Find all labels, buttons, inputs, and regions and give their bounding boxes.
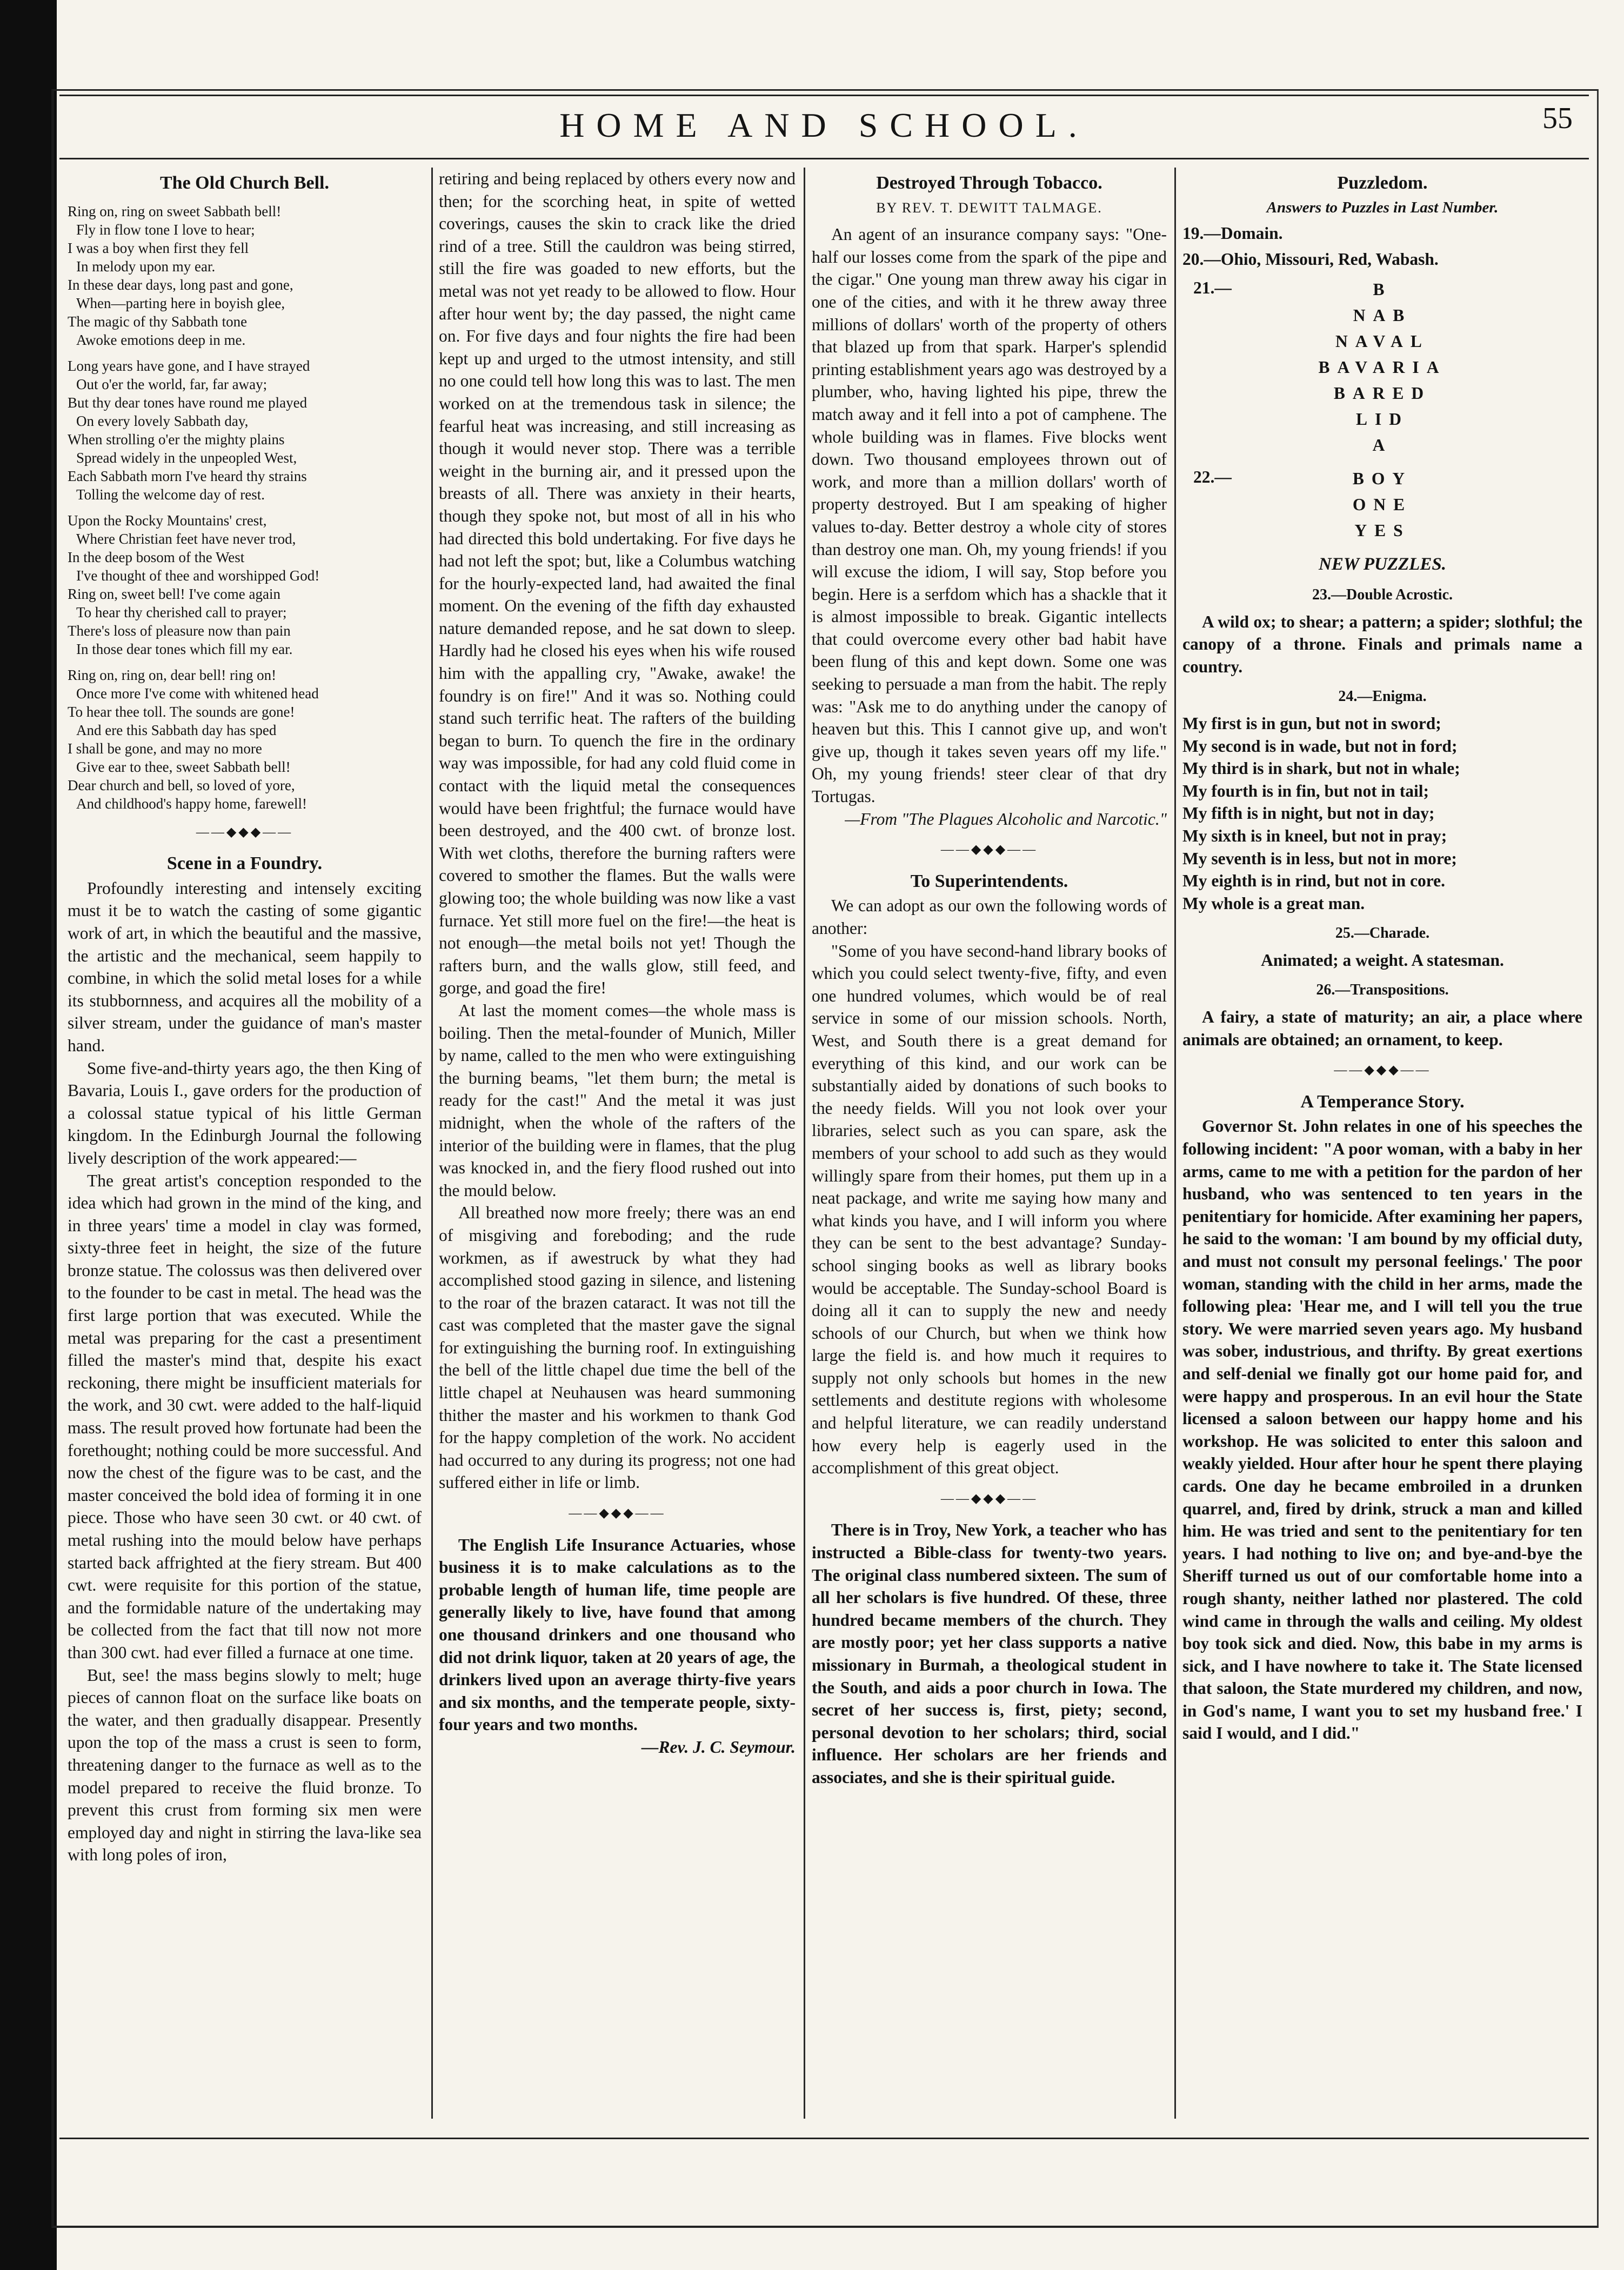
column-rule: [1174, 168, 1176, 2119]
poem-line: Tolling the welcome day of rest.: [76, 486, 265, 503]
section-separator: ——◆◆◆——: [196, 825, 293, 839]
puzzle-section-title: Puzzledom.: [1337, 173, 1428, 193]
byline: BY REV. T. DEWITT TALMAGE.: [876, 199, 1102, 216]
article-title: A Temperance Story.: [1300, 1091, 1465, 1112]
poem-line: When—parting here in boyish glee,: [76, 295, 285, 311]
poem-line: Where Christian feet have never trod,: [76, 530, 296, 547]
article-paragraph: We can adopt as our own the following words of another:: [812, 896, 1167, 938]
poem-line: And childhood's happy home, farewell!: [76, 795, 308, 812]
puzzle-title: 24.—Enigma.: [1338, 688, 1427, 705]
poem-title: The Old Church Bell.: [160, 173, 329, 193]
column-1: [68, 168, 422, 2119]
poem-line: Once more I've come with whitened head: [76, 685, 319, 702]
enigma-line: My second is in wade, but not in ford;: [1182, 736, 1458, 756]
poem-line: Upon the Rocky Mountains' crest,: [68, 512, 267, 529]
article-paragraph: Some five-and-thirty years ago, the then King of Bavaria, Louis I., gave orders for the production of a colossal statue typical of his little German kingdom. In the Edinburgh Journal the following lively description of the work appeared:—: [68, 1058, 422, 1167]
article-paragraph: All breathed now more freely; there was an end of misgiving and foreboding; and the rude workmen, as if awestruck by what they had accomplished stood gazing in silence, and listening to the roar of the brazen cataract. It was not till the cast was completed that the master gave the signal for extinguishing the burning roof. In extinguishing the bell of the little chapel due time the bell of the little chapel at Neuhausen was heard summoning thither the master and his workmen to thank God for the happy completion of the work. No accident had occurred to any during its progress; not one had suffered either in life or limb.: [439, 1203, 796, 1492]
header-bottom-rule: [59, 158, 1589, 159]
puzzle-text: A wild ox; to shear; a pattern; a spider; slothful; the canopy of a throne. Finals and primals name a country.: [1182, 612, 1582, 676]
section-separator: ——◆◆◆——: [940, 843, 1038, 857]
puzzle-title: 25.—Charade.: [1335, 925, 1430, 942]
article-paragraph: There is in Troy, New York, a teacher who has instructed a Bible-class for twenty-two years. The original class numbered sixteen. The sum of all her scholars is five hundred. Of these, three hundred became members of the church. They are mostly poor; yet her class supports a native missionary in Burmah, a theological student in the South, and aids a poor church in Iowa. The secret of her success is, first, piety; second, personal devotion to her scholars; third, social influence. Her scholars are her friends and associates, and she is their spiritual guide.: [812, 1520, 1167, 1787]
pyramid-line: LID: [1355, 410, 1409, 429]
attribution-text: —From "The Plagues Alcoholic and Narcotic.": [845, 809, 1167, 829]
word-square: [1182, 466, 1582, 544]
poem-line: Out o'er the world, far, far away;: [76, 376, 268, 392]
attribution: [812, 808, 1167, 831]
poem-line: And ere this Sabbath day has sped: [76, 722, 277, 738]
puzzle-title: 26.—Transpositions.: [1316, 982, 1449, 999]
answer-item: 20.—Ohio, Missouri, Red, Wabash.: [1182, 249, 1439, 269]
section-separator: ——◆◆◆——: [1334, 1063, 1431, 1078]
poem-line: I was a boy when first they fell: [68, 239, 249, 256]
enigma-line: My seventh is in less, but not in more;: [1182, 849, 1457, 868]
enigma-line: My first is in gun, but not in sword;: [1182, 713, 1441, 733]
pyramid-line: BAVARIA: [1318, 358, 1447, 377]
square-line: YES: [1354, 521, 1411, 540]
poem-line: Spread widely in the unpeopled West,: [76, 449, 297, 466]
poem-line: Each Sabbath morn I've heard thy strains: [68, 468, 307, 484]
header-top-rule: [59, 95, 1589, 96]
poem-line: Ring on, ring on, dear bell! ring on!: [68, 666, 277, 683]
poem-line: In melody upon my ear.: [76, 258, 216, 275]
column-4: [1182, 168, 1582, 2119]
page-title: HOME AND SCHOOL.: [559, 106, 1089, 144]
pyramid-line: NAB: [1353, 306, 1412, 325]
pyramid-line: BARED: [1333, 384, 1432, 403]
poem-line: To hear thee toll. The sounds are gone!: [68, 703, 295, 720]
answer-number: 21.—: [1193, 278, 1232, 298]
poem-line: In the deep bosom of the West: [68, 549, 245, 565]
poem-line: In these dear days, long past and gone,: [68, 276, 293, 293]
puzzle-text: Animated; a weight. A statesman.: [1261, 950, 1504, 970]
poem-line: The magic of thy Sabbath tone: [68, 313, 248, 330]
attribution: [439, 1736, 796, 1759]
column-2: [439, 168, 796, 2119]
poem-stanza: [68, 357, 422, 504]
poem-line: Long years have gone, and I have strayed: [68, 357, 310, 374]
article-paragraph: retiring and being replaced by others every now and then; for the scorching heat, in spite of wetted coverings, causes the skin to crack like the dried rind of a tree. Still the cauldron was being stirred, still the fire was goaded to new efforts, but the metal was not yet ready to be allowed to flow. Hour after hour went by; the day passed, the night came on. For five days and four nights the fire had been kept up and urged to the utmost intensity, and still no one could tell how long this was to last. The men worked on at the tremendous task in silence; the fearful heat was increasing, and still increasing as though it would never stop. There was a terrible weight in the burning air, and it pressed upon the breasts of all. There was anxiety in their hearts, though they spoke not, but most of all in his who had directed this bold undertaking. For five days he had not left the spot; but, like a Columbus watching for the hourly-expected land, had awaited the final moment. On the evening of the fifth day exhausted nature demanded repose, and he sat down to sleep. Hardly had he closed his eyes when his wife roused him with the appalling cry, "Awake, awake! the foundry is on fire!" And it was so. Nothing could stand such terrific heat. The rafters of the building began to burn. To quench the fire in the ordinary way was impossible, for had any cold fluid come in contact with the liquid metal the consequences would have been frightful; the furnace would have been destroyed, and the 400 cwt. of bronze lost. With wet cloths, therefore the burning rafters were covered to smother the flames. But the walls were glowing too; the whole building was now like a vast furnace. Yet still more fuel on the fire!—the heat is not enough—the metal boils not yet! Though the rafters burn, and the walls glow, still feed, and gorge, and goad the fire!: [439, 169, 796, 998]
poem-stanza: [68, 666, 422, 813]
pyramid-line: A: [1372, 436, 1393, 455]
poem-stanza: [68, 202, 422, 349]
attribution-text: —Rev. J. C. Seymour.: [641, 1737, 796, 1757]
word-pyramid: [1182, 277, 1582, 458]
enigma-line: My fourth is in fin, but not in tail;: [1182, 781, 1429, 800]
enigma-line: My sixth is in kneel, but not in pray;: [1182, 826, 1447, 845]
column-3: [812, 168, 1167, 2119]
new-puzzles-heading: NEW PUZZLES.: [1319, 555, 1446, 575]
poem-line: Awoke emotions deep in me.: [76, 331, 246, 348]
poem-line: In those dear tones which fill my ear.: [76, 640, 293, 657]
article-paragraph: "Some of you have second-hand library books of which you could select twenty-five, fifty, and even one hundred volumes, which would be of real service in some of our mission schools. North, West, and South there is a great demand for everything of this kind, and our work can be substantially aided by donations of such books to the needy fields. Will you not look over your libraries, select such as you can spare, ask the members of your school to add such as they would willingly spare from their homes, put them up in a neat package, and write me saying how many and what kinds you have, and I will inform you where they can be sent to the best advantage? Sunday-school singing books as well as library books would be acceptable. The Sunday-school Board is doing all it can to supply the new and needy schools of our Church, but when we think how large the field is. and how much it requires to supply not only schools but homes in the new settlements and destitute regions with wholesome and helpful literature, we can readily understand how every help is eagerly used in the accomplishment of this great object.: [812, 941, 1167, 1478]
answer-item: 19.—Domain.: [1182, 224, 1283, 243]
section-separator: ——◆◆◆——: [569, 1506, 666, 1521]
footer-rule: [59, 2138, 1589, 2139]
pyramid-line: NAVAL: [1335, 332, 1429, 351]
square-line: BOY: [1352, 469, 1413, 489]
poem-line: When strolling o'er the mighty plains: [68, 431, 285, 448]
binding-shadow: [0, 0, 57, 2270]
page-number: 55: [1542, 102, 1573, 135]
puzzle-title: 23.—Double Acrostic.: [1312, 586, 1453, 603]
page-header: [59, 95, 1589, 159]
poem-line: Fly in flow tone I love to hear;: [76, 221, 255, 238]
article-paragraph: At last the moment comes—the whole mass is boiling. Then the metal-founder of Munich, Miller by name, called to the men who were extinguishing the burning beams, "let them burn; the metal is ready for the cast!" And the metal it was just midnight, when the whole of the rafters of the interior of the building were in flames, that the plug was knocked in, and the fiery flood rushed out into the mould below.: [439, 1000, 796, 1200]
answers-label: Answers to Puzzles in Last Number.: [1266, 198, 1499, 216]
poem-line: There's loss of pleasure now than pain: [68, 622, 291, 639]
article-paragraph: Profoundly interesting and intensely exciting must it be to watch the casting of some gigantic work of art, in which the beautiful and the massive, the artistic and the mechanical, seem happily to combine, in which the solid metal loses for a while its stubbornness, and acquires all the mobility of a silver stream, under the guidance of man's master hand.: [68, 878, 422, 1055]
poem-line: Dear church and bell, so loved of yore,: [68, 777, 295, 793]
story-paragraph: Governor St. John relates in one of his speeches the following incident: "A poor woman, with a baby in her arms, came to me with a petition for the pardon of her husband, who was sentenced to ten years in the penitentiary for homicide. After examining her papers, he said to the woman: 'I am bound by my official duty, and must not consult my personal feelings.' The poor woman, standing with the child in her arms, made the following plea: 'Hear me, and I will tell you the true story. We were married seven years ago. My husband was sober, industrious, and thrifty. By great exertions and self-denial we finally got our home paid for, and were happy and prosperous. In an evil hour the State licensed a saloon between our happy home and his workshop. He was solicited to enter this saloon and weakly yielded. Hour after hour he spent there playing cards. One day he became embroiled in a drunken quarrel, and, fired by drink, struck a man and killed him. He was tried and sent to the penitentiary for ten years. I had nothing to live on; and bye-and-bye the Sheriff turned us out of our comfortable home into a rough shanty, neither lathed nor plastered. The cold wind came in through the walls and ceiling. My oldest boy took sick and died. Now, this babe in my arms is sick, and I have nowhere to take it. The State licensed that saloon, the State murdered my children, and now, in God's name, I want you to set my husband free.' I said I would, and I did.": [1182, 1117, 1582, 1743]
poem-line: Give ear to thee, sweet Sabbath bell!: [76, 758, 291, 775]
poem-line: Ring on, ring on sweet Sabbath bell!: [68, 203, 282, 219]
poem-line: But thy dear tones have round me played: [68, 394, 308, 411]
poem-line: Ring on, sweet bell! I've come again: [68, 585, 280, 602]
article-paragraph: The great artist's conception responded to the idea which had grown in the mind of the king, and in three years' time a model in clay was formed, sixty-three feet in height, the size of the future bronze statue. The colossus was then delivered over to the founder to be cast in metal. The head was the first large portion that was executed. While the metal was preparing for the cast a presentiment filled the master's mind that, despite his exact reckoning, there might be insufficient materials for the work, and 30 cwt. were added to the half-liquid mass. The result proved how fortunate had been the forethought; nothing could be more successful. And now the chest of the figure was to be cast, and the master conceived the bold idea of forming it in one piece. Those who have seen 30 cwt. or 40 cwt. of metal rushing into the mould below have perhaps started back affrighted at the fiery stream. But 400 cwt. were requisite for this portion of the statue, and the formidable nature of the undertaking may be collected from the fact that till now not more than 300 cwt. had ever filled a furnace at one time.: [68, 1171, 422, 1662]
life-insurance-paragraph: The English Life Insurance Actuaries, whose business it is to make calculations as to the probable length of human life, time people are generally likely to live, have found that among one thousand drinkers and one thousand who did not drink liquor, taken at 20 years of age, the drinkers lived upon an average thirty-five years and six months, and the temperate people, sixty-four years and two months.: [439, 1535, 796, 1734]
article-paragraph: But, see! the mass begins slowly to melt; huge pieces of cannon float on the surface like boats on the water, and then gradually disappear. Presently upon the top of the mass a crust is seen to form, threatening danger to the furnace as well as to the model prepared to receive the fluid bronze. To prevent this crust from forming six men were employed day and night in stirring the lava-like sea with long poles of iron,: [68, 1665, 422, 1865]
enigma-line: My third is in shark, but not in whale;: [1182, 759, 1460, 778]
section-separator: ——◆◆◆——: [940, 1491, 1038, 1506]
article-title: Destroyed Through Tobacco.: [876, 173, 1102, 193]
poem-line: I've thought of thee and worshipped God!: [76, 567, 320, 584]
poem-line: On every lovely Sabbath day,: [76, 412, 249, 429]
column-rule: [804, 168, 805, 2119]
poem-line: I shall be gone, and may no more: [68, 740, 262, 757]
enigma-line: My whole is a great man.: [1182, 893, 1365, 913]
poem-line: To hear thy cherished call to prayer;: [76, 604, 287, 620]
enigma-line: My fifth is in night, but not in day;: [1182, 804, 1435, 823]
enigma-line: My eighth is in rind, but not in core.: [1182, 871, 1445, 891]
puzzle-text: A fairy, a state of maturity; an air, a place where animals are obtained; an ornament, to keep.: [1182, 1007, 1582, 1049]
square-line: ONE: [1352, 495, 1413, 515]
column-rule: [431, 168, 433, 2119]
article-paragraph: An agent of an insurance company says: "One-half our losses come from the spark of the pipe and the cigar." One young man threw away his cigar in one of the cities, and with it he threw away three millions of dollars' worth of the property of others that blazed up from that spark. Harper's splendid printing establishment years ago was destroyed by a plumber, who, having lighted his pipe, threw the match away and it fell into a pot of camphene. The whole building was in flames. Five blocks went down. Two thousand employees thrown out of work, and more than a million dollars' worth of property destroyed. But I am speaking of higher values to-day. Better destroy a whole city of stores than destroy one man. Oh, my young friends! if you will excuse the idiom, I will say, Stop before you begin. Here is a serfdom which has a shackle that it is almost impossible to break. Gigantic intellects that could overcome every other bad habit have been flung of this and kept down. Some one was seeking to persuade a man from the habit. The reply was: "Ask me to do anything under the canopy of heaven but this. This I cannot give up, and won't give up, though it takes seven years off my life." Oh, my young friends! steer clear of that dry Tortugas.: [812, 225, 1167, 806]
article-title: Scene in a Foundry.: [166, 853, 323, 874]
pyramid-line: B: [1373, 280, 1392, 299]
answer-number: 22.—: [1193, 468, 1232, 487]
poem-stanza: [68, 511, 422, 658]
article-title: To Superintendents.: [910, 871, 1068, 891]
